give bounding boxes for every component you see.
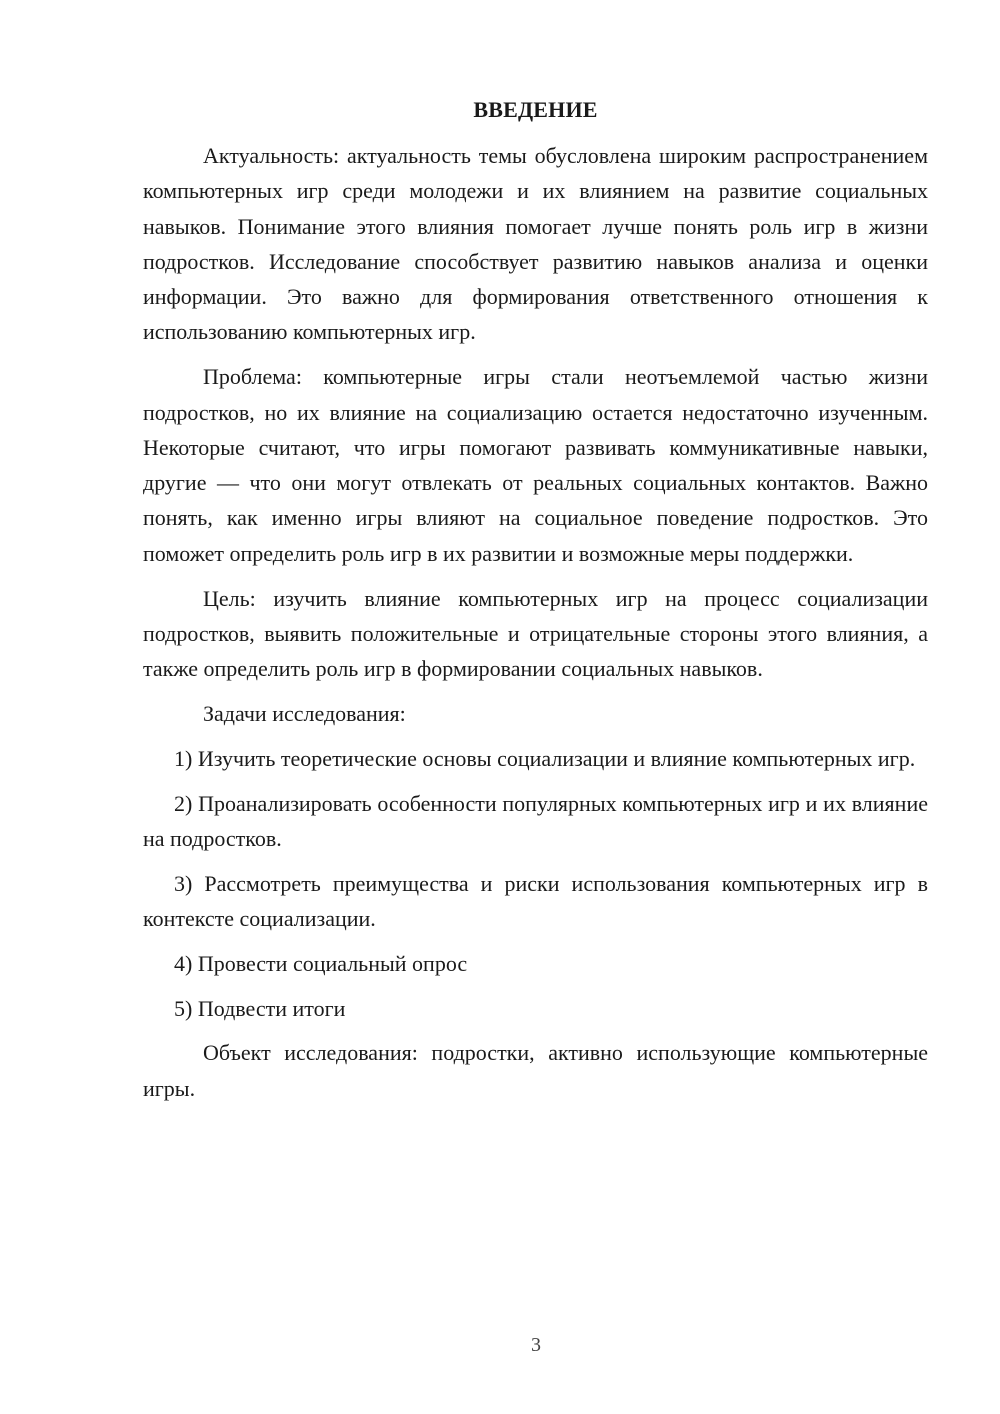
tasks-list [143, 741, 928, 1026]
section-title: ВВЕДЕНИЕ [473, 97, 598, 122]
task-item: 3) Рассмотреть преимущества и риски использования компьютерных игр в контексте социализации. [143, 870, 928, 931]
task-item: 2) Проанализировать особенности популярных компьютерных игр и их влияние на подростков. [143, 790, 928, 851]
paragraph-problem: Проблема: компьютерные игры стали неотъемлемой частью жизни подростков, но их влияние на социализацию остается недостаточно изученным. Некоторые считают, что игры помогают развивать коммуникативные навыки, другие — что они могут отвлекать от реальных социальных контактов. Важно понять, как именно игры влияют на социальное поведение подростков. Это поможет определить роль игр в их развитии и возможные меры поддержки. [143, 364, 928, 566]
task-item: 1) Изучить теоретические основы социализации и влияние компьютерных игр. [174, 745, 916, 771]
paragraph-relevance: Актуальность: актуальность темы обусловлена широким распространением компьютерных игр среди молодежи и их влиянием на развитие социальных навыков. Понимание этого влияния помогает лучше понять роль игр в жизни подростков. Исследование способствует развитию навыков анализа и оценки информации. Это важно для формирования ответственного отношения к использованию компьютерных игр. [143, 143, 928, 345]
paragraph-goal: Цель: изучить влияние компьютерных игр на процесс социализации подростков, выявить положительные и отрицательные стороны этого влияния, а также определить роль игр в формировании социальных навыков. [143, 585, 928, 682]
document-page [143, 92, 928, 1115]
page-number: 3 [531, 1334, 541, 1356]
tasks-heading: Задачи исследования: [203, 700, 406, 726]
paragraph-object: Объект исследования: подростки, активно использующие компьютерные игры. [143, 1040, 928, 1101]
task-item: 4) Провести социальный опрос [174, 950, 468, 976]
task-item: 5) Подвести итоги [174, 995, 346, 1021]
